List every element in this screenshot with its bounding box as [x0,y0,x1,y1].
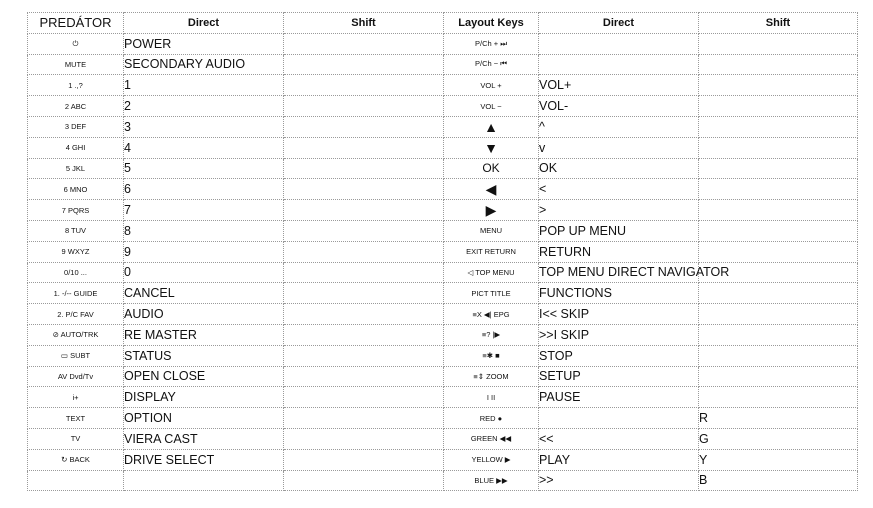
right-direct-cell: RETURN [539,241,699,262]
right-shift-cell [699,179,858,200]
right-direct-cell: POP UP MENU [539,220,699,241]
left-key-cell: ⊘ AUTO/TRK [28,324,124,345]
left-key-cell [28,470,124,491]
right-direct-cell: OK [539,158,699,179]
right-key-cell: PICT TITLE [444,283,539,304]
left-shift-cell [284,137,444,158]
right-key-cell: ▶ [444,200,539,221]
left-direct-cell [124,470,284,491]
right-key-cell: ≡✱ ■ [444,345,539,366]
right-key-cell: P/Ch + ⏭ [444,33,539,54]
right-shift-cell [699,96,858,117]
table-row [28,304,858,325]
right-key-cell: ▲ [444,116,539,137]
right-direct-cell: >> [539,470,699,491]
left-key-cell: 7 PQRS [28,200,124,221]
right-shift-cell [699,54,858,75]
right-key-cell: BLUE ▶▶ [444,470,539,491]
right-shift-cell [699,241,858,262]
header-right-shift: Shift [699,13,858,34]
right-key-cell: ≡⇕ ZOOM [444,366,539,387]
table-row [28,137,858,158]
left-shift-cell [284,366,444,387]
left-key-cell: ⏻ [28,33,124,54]
right-direct-cell [539,408,699,429]
right-shift-cell: R [699,408,858,429]
table-row [28,54,858,75]
left-shift-cell [284,179,444,200]
left-shift-cell [284,200,444,221]
right-direct-cell: ^ [539,116,699,137]
table-row [28,200,858,221]
right-key-cell: YELLOW ▶ [444,449,539,470]
table-row [28,179,858,200]
left-direct-cell: 7 [124,200,284,221]
key-mapping-table [27,12,858,491]
left-key-cell: 5 JKL [28,158,124,179]
right-direct-cell: PAUSE [539,387,699,408]
right-key-cell: VOL − [444,96,539,117]
right-direct-cell [539,33,699,54]
right-key-cell: RED ● [444,408,539,429]
right-direct-cell: SETUP [539,366,699,387]
left-shift-cell [284,54,444,75]
right-direct-cell: > [539,200,699,221]
table-row [28,449,858,470]
left-shift-cell [284,158,444,179]
left-key-cell: 2. P/C FAV [28,304,124,325]
right-shift-cell [699,324,858,345]
left-shift-cell [284,304,444,325]
left-direct-cell: OPTION [124,408,284,429]
right-key-cell: MENU [444,220,539,241]
left-direct-cell: VIERA CAST [124,428,284,449]
right-shift-cell [699,304,858,325]
left-shift-cell [284,345,444,366]
left-shift-cell [284,33,444,54]
right-direct-cell: >>I SKIP [539,324,699,345]
table-row [28,158,858,179]
left-key-cell: AV Dvd/Tv [28,366,124,387]
right-direct-cell: TOP MENU DIRECT NAVIGATOR [539,262,699,283]
header-left-shift: Shift [284,13,444,34]
left-shift-cell [284,116,444,137]
right-shift-cell [699,345,858,366]
left-key-cell: 0/10 ... [28,262,124,283]
right-shift-cell [699,283,858,304]
header-left-keys: PREDÁTOR [28,13,124,34]
left-shift-cell [284,428,444,449]
left-direct-cell: 2 [124,96,284,117]
left-key-cell: 1. -/-- GUIDE [28,283,124,304]
right-key-cell: I II [444,387,539,408]
right-key-cell: ◀ [444,179,539,200]
left-direct-cell: STATUS [124,345,284,366]
table-row [28,220,858,241]
left-shift-cell [284,449,444,470]
header-right-keys: Layout Keys [444,13,539,34]
left-direct-cell: 6 [124,179,284,200]
left-direct-cell: SECONDARY AUDIO [124,54,284,75]
table-row [28,262,858,283]
left-key-cell: 3 DEF [28,116,124,137]
left-shift-cell [284,262,444,283]
right-shift-cell [699,158,858,179]
left-direct-cell: 5 [124,158,284,179]
left-shift-cell [284,96,444,117]
header-left-direct: Direct [124,13,284,34]
right-direct-cell: I<< SKIP [539,304,699,325]
left-shift-cell [284,75,444,96]
left-shift-cell [284,470,444,491]
right-key-cell: P/Ch − ⏮ [444,54,539,75]
left-direct-cell: 8 [124,220,284,241]
left-direct-cell: 4 [124,137,284,158]
left-direct-cell: RE MASTER [124,324,284,345]
table-row [28,324,858,345]
table-row [28,345,858,366]
left-key-cell: 6 MNO [28,179,124,200]
right-direct-cell: VOL- [539,96,699,117]
left-shift-cell [284,387,444,408]
left-key-cell: MUTE [28,54,124,75]
left-key-cell: TV [28,428,124,449]
right-direct-cell: << [539,428,699,449]
table-row [28,241,858,262]
table-row [28,33,858,54]
right-key-cell: ≡? |▶ [444,324,539,345]
left-key-cell: 4 GHI [28,137,124,158]
table-row [28,366,858,387]
right-shift-cell [699,366,858,387]
right-direct-cell [539,54,699,75]
right-key-cell: OK [444,158,539,179]
right-key-cell: GREEN ◀◀ [444,428,539,449]
left-direct-cell: DISPLAY [124,387,284,408]
right-shift-cell: B [699,470,858,491]
right-shift-cell [699,75,858,96]
right-key-cell: ▼ [444,137,539,158]
left-key-cell: TEXT [28,408,124,429]
right-shift-cell: Y [699,449,858,470]
right-key-cell: ◁ TOP MENU [444,262,539,283]
left-direct-cell: 1 [124,75,284,96]
table-row [28,96,858,117]
right-shift-cell [699,33,858,54]
left-direct-cell: 9 [124,241,284,262]
right-shift-cell [699,137,858,158]
right-key-cell: EXIT RETURN [444,241,539,262]
table-row [28,75,858,96]
left-shift-cell [284,220,444,241]
left-direct-cell: POWER [124,33,284,54]
right-shift-cell [699,220,858,241]
left-key-cell: ▭ SUBT [28,345,124,366]
right-shift-cell [699,387,858,408]
right-direct-cell: STOP [539,345,699,366]
right-direct-cell: VOL+ [539,75,699,96]
left-direct-cell: AUDIO [124,304,284,325]
left-key-cell: 2 ABC [28,96,124,117]
right-shift-cell [699,200,858,221]
table-row [28,116,858,137]
right-shift-cell [699,116,858,137]
table-row [28,408,858,429]
left-direct-cell: DRIVE SELECT [124,449,284,470]
right-key-cell: ≡X ◀| EPG [444,304,539,325]
table-row [28,387,858,408]
table-row [28,428,858,449]
table-row [28,470,858,491]
left-key-cell: ↻ BACK [28,449,124,470]
left-direct-cell: CANCEL [124,283,284,304]
left-key-cell: i+ [28,387,124,408]
left-direct-cell: 0 [124,262,284,283]
left-direct-cell: 3 [124,116,284,137]
left-shift-cell [284,241,444,262]
right-direct-cell: < [539,179,699,200]
left-key-cell: 9 WXYZ [28,241,124,262]
left-shift-cell [284,324,444,345]
table-row [28,283,858,304]
right-key-cell: VOL + [444,75,539,96]
right-direct-cell: PLAY [539,449,699,470]
left-shift-cell [284,283,444,304]
left-key-cell: 8 TUV [28,220,124,241]
header-row [28,13,858,34]
right-shift-cell: G [699,428,858,449]
header-right-direct: Direct [539,13,699,34]
left-shift-cell [284,408,444,429]
right-direct-cell: FUNCTIONS [539,283,699,304]
left-direct-cell: OPEN CLOSE [124,366,284,387]
right-direct-cell: v [539,137,699,158]
left-key-cell: 1 .,? [28,75,124,96]
